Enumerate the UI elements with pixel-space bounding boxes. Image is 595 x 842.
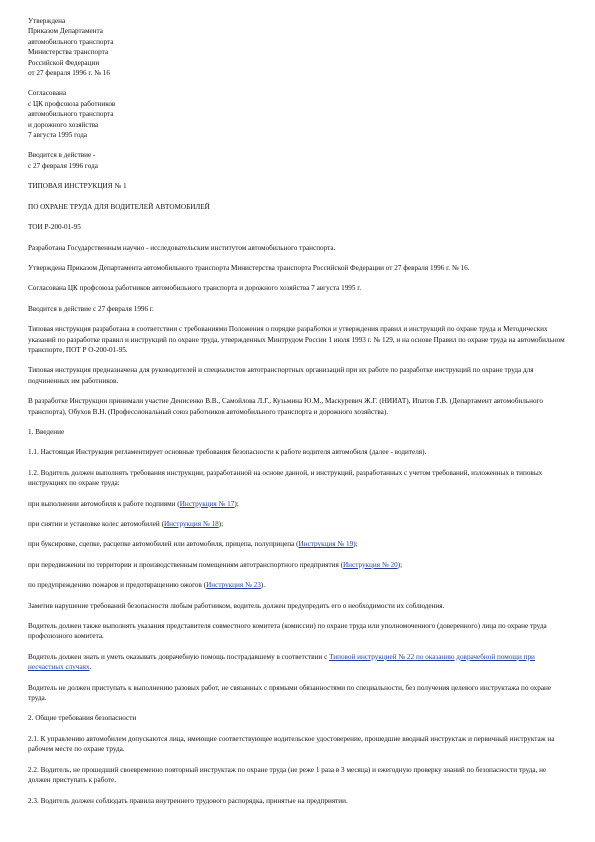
section-heading-1: 1. Введение bbox=[28, 427, 65, 436]
agreement-line: и дорожного хозяйства bbox=[28, 120, 99, 129]
violation-paragraph: Заметив нарушение требований безопасности любым работником, водитель должен предупредить его о необходимости их соблюдения. bbox=[28, 601, 445, 610]
clause-1-2: 1.2. Водитель должен выполнять требования инструкции, разработанной на основе данной, и инструкций, разработанных с учетом требований, изложенных в типовых инструкциях по охране труда: bbox=[28, 468, 543, 488]
approval-line: Утверждена bbox=[28, 17, 66, 25]
document-page bbox=[28, 16, 568, 806]
list-item: при буксировке, сцепке, расцепке автомобилей или автомобиля, прицепа, полуприцепа (Инструкция № 19); bbox=[28, 540, 358, 549]
approval-line: Российской Федерации bbox=[28, 58, 100, 67]
first-aid-link[interactable]: Типовой инструкцией № 22 по оказанию bbox=[329, 652, 455, 661]
instruction-link[interactable]: Инструкция № 17 bbox=[179, 499, 235, 508]
instruction-link[interactable]: Инструкция № 23 bbox=[206, 581, 261, 590]
clause-2-1: 2.1. К управлению автомобилем допускаются лица, имеющие соответствующее водительское удостоверение, прошедшие вводный инструктаж и первичный инструктаж на рабочем месте по охране труда. bbox=[28, 734, 555, 754]
approval-line: от 27 февраля 1996 г. № 16 bbox=[28, 69, 110, 78]
effective-line: Вводится в действие - bbox=[28, 151, 96, 160]
typical-paragraph: Типовая инструкция разработана в соответствии с требованиями Положения о порядке разработки и утверждения правил и инструкций по охране труда и Методических указаний по разработке правил и инструкций по охране труда, утвержденных Минтрудом России 1 июля 1993 г. № 129, и на основе Правил по охране труда на автомобильном транспорте, ПОТ Р О-200-01-95. bbox=[28, 325, 565, 354]
document-subtitle: ПО ОХРАНЕ ТРУДА ДЛЯ ВОДИТЕЛЕЙ АВТОМОБИЛЕЙ bbox=[28, 202, 210, 211]
instruction-link[interactable]: Инструкция № 18 bbox=[163, 520, 219, 528]
list-item: при выполнении автомобиля к работе подпиями (Инструкция № 17); bbox=[28, 499, 239, 508]
approval-block bbox=[28, 16, 568, 78]
agreement-block bbox=[28, 88, 568, 140]
first-aid-link-cont[interactable]: доврачебной помощи при несчастных случаях bbox=[28, 652, 535, 672]
agreement-line: 7 августа 1995 года bbox=[28, 131, 88, 140]
approval-line: автомобильного транспорта bbox=[28, 37, 114, 46]
effective-paragraph: Вводится в действие с 27 февраля 1996 г. bbox=[28, 304, 154, 313]
commission-paragraph: Водитель должен также выполнять указания представителя совместного комитета (комиссии) по охране труда или уполномоченного (доверенного) лица по охране труда профсоюзного комитета. bbox=[28, 622, 547, 641]
authors-paragraph: В разработке Инструкции принимали участие Денисенко В.В., Самойлова Л.Г., Кузьмина Ю.М., Маскуревич Ж.Г. (НИИАТ), Ипатов Г.В. (Департамент автомобильного транспорта), Обухов В.Н. (Профессиональный союз работников автомобильного транспорта и дорожного хозяйства). bbox=[28, 397, 543, 416]
list-item: при снятии и установке колес автомобилей (Инструкция № 18); bbox=[28, 520, 224, 528]
no-job-paragraph: Водитель не должен приступать к выполнению разовых работ, не связанных с прямыми обязанностями по специальности, без получения целевого инструктажа по охране труда. bbox=[28, 683, 552, 703]
effective-line: с 27 февраля 1996 года bbox=[28, 161, 98, 170]
document-code: ТОИ Р-200-01-95 bbox=[28, 223, 81, 232]
approved-paragraph: Утверждена Приказом Департамента автомобильного транспорта Министерства транспорта Российской Федерации от 27 февраля 1996 г. № 16. bbox=[28, 263, 470, 272]
intended-paragraph: Типовая инструкция предназначена для руководителей и специалистов автотранспортных организаций при их работе по разработке инструкций по охране труда для подчиненных им работников. bbox=[28, 366, 534, 385]
clause-2-3: 2.3. Водитель должен соблюдать правила внутреннего трудового распорядка, принятые на предприятии. bbox=[28, 796, 348, 805]
effective-block bbox=[28, 150, 568, 171]
list-item: при передвижении по территории и производственным помещениям автотранспортного предприятия (Инструкция № 20); bbox=[28, 560, 403, 569]
instruction-link[interactable]: Инструкция № 20 bbox=[342, 560, 398, 569]
developed-paragraph: Разработана Государственным научно - исследовательским институтом автомобильного транспорта. bbox=[28, 243, 336, 252]
first-aid-paragraph: Водитель должен знать и уметь оказывать доврачебную помощь пострадавшему в соответствии с Типовой инструкцией № 22 по оказанию доврачебной помощи при несчастных случаях. bbox=[28, 652, 535, 672]
clause-2-2: 2.2. Водитель, не прошедший своевременно повторный инструктаж по охране труда (не реже 1 раза в 3 месяца) и ежегодную проверку знаний по безопасности труда, не должен приступать к работе. bbox=[28, 765, 547, 785]
clause-1-1: 1.1. Настоящая Инструкция регламентирует основные требования безопасности к работе водителя автомобиля (далее - водителя). bbox=[28, 448, 427, 457]
agreement-line: с ЦК профсоюза работников bbox=[28, 99, 116, 108]
approval-line: Министерства транспорта bbox=[28, 48, 109, 57]
approval-line: Приказом Департамента bbox=[28, 27, 103, 36]
agreed-paragraph: Согласована ЦК профсоюза работников автомобильного транспорта и дорожного хозяйства 7 августа 1995 г. bbox=[28, 284, 362, 293]
instruction-link[interactable]: Инструкция № 19 bbox=[298, 540, 354, 549]
agreement-line: автомобильного транспорта bbox=[28, 110, 114, 119]
agreement-line: Согласована bbox=[28, 89, 67, 98]
section-heading-2: 2. Общие требования безопасности bbox=[28, 714, 137, 723]
document-title: ТИПОВАЯ ИНСТРУКЦИЯ № 1 bbox=[28, 182, 127, 191]
list-item: по предупреждению пожаров и предотвращению ожогов (Инструкция № 23). bbox=[28, 581, 265, 590]
